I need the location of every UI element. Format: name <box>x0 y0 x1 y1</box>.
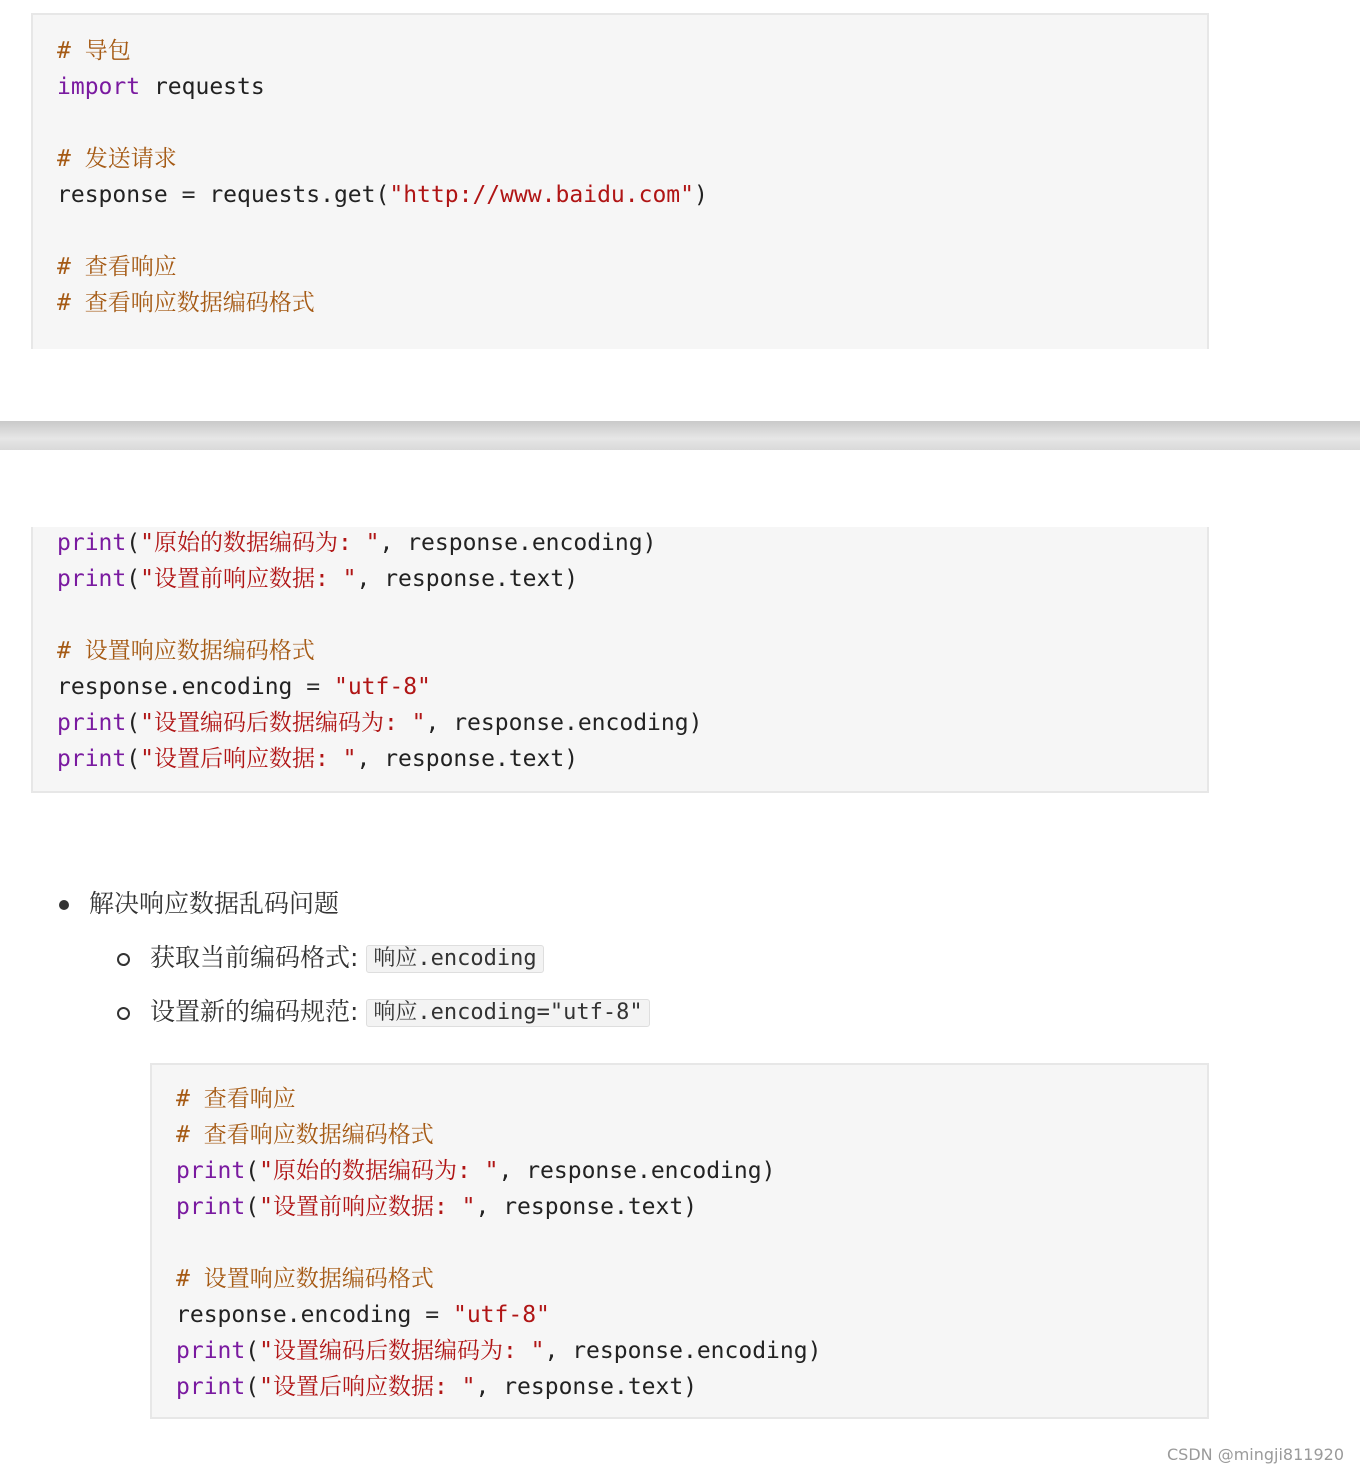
code-text <box>439 1302 453 1328</box>
code-keyword: print <box>57 710 127 736</box>
code-text: , response.encoding) <box>498 1158 776 1184</box>
code-string: "设置前响应数据: " <box>259 1194 476 1220</box>
code-text: ( <box>126 566 141 592</box>
code-string: "http://www.baidu.com" <box>389 182 694 208</box>
code-text: response.encoding <box>57 674 307 700</box>
code-line <box>176 1189 697 1225</box>
code-block-import <box>31 13 1209 349</box>
bullet-circle <box>117 1007 130 1020</box>
bullet-disc <box>59 900 69 910</box>
code-string: "设置后响应数据: " <box>259 1374 476 1400</box>
code-line <box>176 1261 434 1297</box>
code-keyword: print <box>57 566 127 592</box>
code-text <box>320 674 334 700</box>
code-text: , response.text) <box>356 746 579 772</box>
code-text: , response.encoding) <box>379 530 657 556</box>
code-keyword: print <box>176 1158 246 1184</box>
bullet-sub1-label: 获取当前编码格式: <box>150 943 359 972</box>
code-text: ) <box>694 182 708 208</box>
watermark: CSDN @mingji811920 <box>1167 1445 1344 1464</box>
code-text: ( <box>126 710 141 736</box>
code-text: requests <box>140 74 265 100</box>
code-comment: # 设置响应数据编码格式 <box>176 1266 434 1292</box>
code-text: , response.text) <box>475 1374 698 1400</box>
code-comment: # 查看响应 <box>176 1086 296 1112</box>
code-line <box>57 633 315 669</box>
code-line <box>57 561 578 597</box>
code-text: , response.text) <box>475 1194 698 1220</box>
code-text: ( <box>126 530 141 556</box>
code-string: "原始的数据编码为: " <box>140 530 380 556</box>
code-text: , response.encoding) <box>544 1338 822 1364</box>
code-comment: # 查看响应 <box>57 254 177 280</box>
code-comment: # 发送请求 <box>57 146 177 172</box>
code-line <box>176 1153 775 1189</box>
code-text: ( <box>245 1194 260 1220</box>
page-separator <box>0 421 1360 450</box>
bullet-sub-get-encoding <box>150 940 544 976</box>
code-text: = <box>425 1302 440 1328</box>
bullet-sub2-label: 设置新的编码规范: <box>150 997 359 1026</box>
code-line <box>57 285 315 321</box>
code-string: "设置编码后数据编码为: " <box>259 1338 545 1364</box>
code-comment: # 查看响应数据编码格式 <box>176 1122 434 1148</box>
code-block-fix-encoding <box>150 1063 1209 1419</box>
code-string: "设置后响应数据: " <box>140 746 357 772</box>
code-line <box>57 33 131 69</box>
code-string: "设置编码后数据编码为: " <box>140 710 426 736</box>
code-text: , response.encoding) <box>425 710 703 736</box>
code-keyword: print <box>57 530 127 556</box>
inline-code-get-encoding: 响应.encoding <box>366 945 543 973</box>
code-line <box>57 741 578 777</box>
code-text: , response.text) <box>356 566 579 592</box>
code-line <box>57 669 431 705</box>
code-comment: # 导包 <box>57 38 131 64</box>
bullet-main-text: 解决响应数据乱码问题 <box>89 889 340 918</box>
code-line <box>176 1297 550 1333</box>
code-string: "原始的数据编码为: " <box>259 1158 499 1184</box>
code-line <box>57 177 708 213</box>
code-line <box>176 1333 821 1369</box>
code-comment: # 设置响应数据编码格式 <box>57 638 315 664</box>
code-text: ( <box>126 746 141 772</box>
code-line <box>57 705 702 741</box>
code-block-encoding <box>31 527 1209 793</box>
code-keyword: print <box>176 1194 246 1220</box>
code-line <box>176 1117 434 1153</box>
inline-code-set-encoding: 响应.encoding="utf-8" <box>366 999 649 1027</box>
code-text: requests.get( <box>195 182 390 208</box>
code-string: "utf-8" <box>333 674 431 700</box>
code-text: response <box>57 182 182 208</box>
code-keyword: print <box>176 1338 246 1364</box>
code-text: ( <box>245 1338 260 1364</box>
code-string: "设置前响应数据: " <box>140 566 357 592</box>
bullet-circle <box>117 953 130 966</box>
code-string: "utf-8" <box>452 1302 550 1328</box>
bullet-sub-set-encoding <box>150 994 650 1030</box>
code-text: response.encoding <box>176 1302 426 1328</box>
code-text: = <box>181 182 196 208</box>
code-text: ( <box>245 1374 260 1400</box>
code-line <box>57 525 656 561</box>
code-line <box>176 1369 697 1405</box>
code-text: ( <box>245 1158 260 1184</box>
code-line <box>57 69 265 105</box>
code-keyword: print <box>176 1374 246 1400</box>
code-keyword: import <box>57 74 141 100</box>
code-line <box>57 141 177 177</box>
code-text: = <box>306 674 321 700</box>
code-comment: # 查看响应数据编码格式 <box>57 290 315 316</box>
code-line <box>57 249 177 285</box>
code-keyword: print <box>57 746 127 772</box>
code-line <box>176 1081 296 1117</box>
